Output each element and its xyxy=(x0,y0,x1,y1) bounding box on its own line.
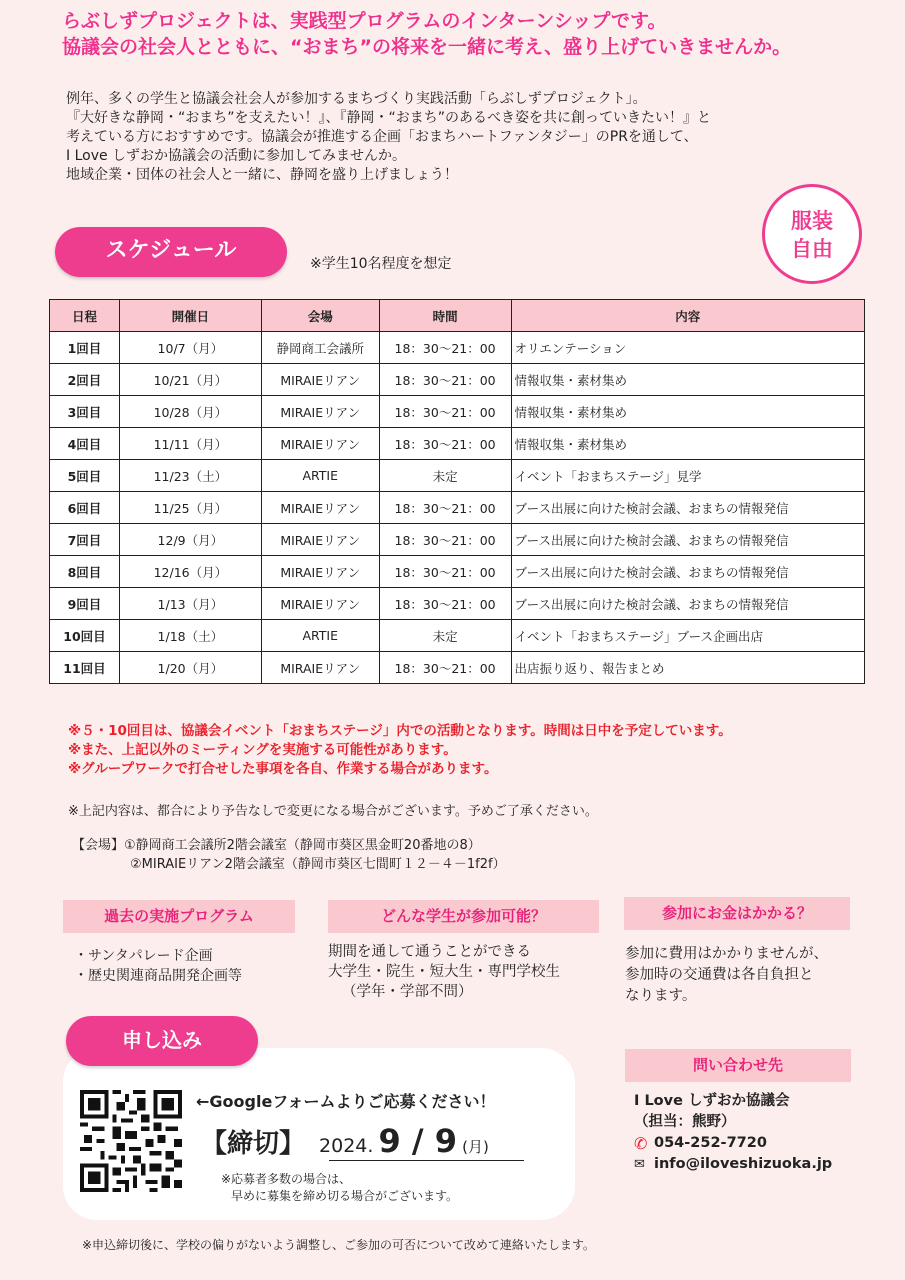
eligibility-heading: どんな学生が参加可能？ xyxy=(328,900,599,933)
cell-day: 10回目 xyxy=(50,620,120,652)
list-item: ・歴史関連商品開発企画等 xyxy=(74,968,242,984)
cell-date: 10/21（月） xyxy=(119,364,261,396)
eligibility-text xyxy=(328,942,560,1002)
table-row xyxy=(50,652,865,684)
contact-heading: 問い合わせ先 xyxy=(625,1049,851,1082)
cell-content: ブース出展に向けた検討会議、おまちの情報発信 xyxy=(511,556,865,588)
deadline-underline xyxy=(329,1160,524,1161)
cell-time: 18：30～21：00 xyxy=(379,332,511,364)
cell-day: 11回目 xyxy=(50,652,120,684)
intro-paragraph xyxy=(66,90,866,185)
footer-note: ※申込締切後に、学校の偏りがないよう調整し、ご参加の可否について改めて連絡いたします。 xyxy=(82,1238,595,1252)
table-header-row xyxy=(50,300,865,332)
cell-venue: ARTIE xyxy=(261,620,379,652)
mail-icon: ✉ xyxy=(634,1157,645,1172)
cell-date: 10/7（月） xyxy=(119,332,261,364)
cell-date: 11/25（月） xyxy=(119,492,261,524)
cost-text xyxy=(625,944,828,1007)
phone-icon: ✆ xyxy=(634,1134,648,1153)
table-row xyxy=(50,492,865,524)
cell-content: ブース出展に向けた検討会議、おまちの情報発信 xyxy=(511,524,865,556)
cell-content: ブース出展に向けた検討会議、おまちの情報発信 xyxy=(511,588,865,620)
email-address: info@iloveshizuoka.jp xyxy=(654,1156,833,1172)
contact-email[interactable] xyxy=(634,1154,832,1175)
cell-content: 情報収集・素材集め xyxy=(511,428,865,460)
cell-venue: MIRAIEリアン xyxy=(261,428,379,460)
contact-info xyxy=(634,1091,832,1175)
cell-content: ブース出展に向けた検討会議、おまちの情報発信 xyxy=(511,492,865,524)
intro-line: I Love しずおか協議会の活動に参加してみませんか。 xyxy=(66,148,407,164)
venue-info xyxy=(72,836,506,874)
schedule-title: スケジュール xyxy=(55,227,287,277)
past-programs-heading: 過去の実施プログラム xyxy=(63,900,295,933)
deadline-weekday: (月) xyxy=(462,1138,489,1156)
cell-venue: MIRAIEリアン xyxy=(261,492,379,524)
eligibility-line: （学年・学部不問） xyxy=(342,984,473,1000)
contact-person: （担当：熊野） xyxy=(634,1114,736,1130)
warning-line: ※グループワークで打合せした事項を各自、作業する場合があります。 xyxy=(68,761,498,777)
cell-day: 4回目 xyxy=(50,428,120,460)
cell-date: 11/11（月） xyxy=(119,428,261,460)
table-row xyxy=(50,428,865,460)
cell-venue: 静岡商工会議所 xyxy=(261,332,379,364)
venue-line-1: 【会場】①静岡商工会議所2階会議室（静岡市葵区黒金町20番地の8） xyxy=(72,838,481,853)
cell-date: 12/16（月） xyxy=(119,556,261,588)
headline xyxy=(62,8,892,60)
venue-line-2: ②MIRAIEリアン2階会議室（静岡市葵区七間町１２－４－1f2f） xyxy=(130,857,506,872)
cell-day: 8回目 xyxy=(50,556,120,588)
list-item: ・サンタパレード企画 xyxy=(74,948,213,964)
cell-day: 9回目 xyxy=(50,588,120,620)
cell-time: 18：30～21：00 xyxy=(379,492,511,524)
cell-date: 1/13（月） xyxy=(119,588,261,620)
intro-line: 地域企業・団体の社会人と一緒に、静岡を盛り上げましょう！ xyxy=(66,167,458,183)
cell-venue: MIRAIEリアン xyxy=(261,364,379,396)
past-programs-list xyxy=(74,946,242,986)
table-row xyxy=(50,460,865,492)
cell-venue: MIRAIEリアン xyxy=(261,556,379,588)
schedule-table xyxy=(49,299,865,684)
application-note-line: 早めに募集を締め切る場合がございます。 xyxy=(231,1189,459,1203)
cost-heading: 参加にお金はかかる？ xyxy=(624,897,850,930)
cell-date: 11/23（土） xyxy=(119,460,261,492)
cell-day: 3回目 xyxy=(50,396,120,428)
application-title: 申し込み xyxy=(66,1016,258,1066)
cell-content: 情報収集・素材集め xyxy=(511,364,865,396)
deadline-label: 【締切】 xyxy=(201,1129,306,1159)
intro-line: 例年、多くの学生と協議会社会人が参加するまちづくり実践活動「らぶしずプロジェクト」。 xyxy=(66,91,647,107)
header-content: 内容 xyxy=(511,300,865,332)
deadline xyxy=(201,1122,489,1160)
cost-line: なります。 xyxy=(625,988,697,1004)
cost-line: 参加時の交通費は各自負担と xyxy=(625,967,814,983)
warning-line: ※また、上記以外のミーティングを実施する可能性があります。 xyxy=(68,742,457,758)
table-row xyxy=(50,556,865,588)
cell-content: 情報収集・素材集め xyxy=(511,396,865,428)
cell-venue: ARTIE xyxy=(261,460,379,492)
schedule-note: ※学生10名程度を想定 xyxy=(310,256,452,272)
dress-code-badge xyxy=(762,184,862,284)
cell-time: 18：30～21：00 xyxy=(379,524,511,556)
warning-notes xyxy=(68,722,732,779)
cell-venue: MIRAIEリアン xyxy=(261,396,379,428)
eligibility-line: 大学生・院生・短大生・専門学校生 xyxy=(328,964,560,980)
intro-line: 考えている方におすすめです。協議会が推進する企画「おまちハートファンタジー」のPRを通して、 xyxy=(66,129,698,145)
cell-content: 出店振り返り、報告まとめ xyxy=(511,652,865,684)
cell-date: 12/9（月） xyxy=(119,524,261,556)
cell-content: イベント「おまちステージ」見学 xyxy=(511,460,865,492)
header-date: 開催日 xyxy=(119,300,261,332)
cell-date: 1/18（土） xyxy=(119,620,261,652)
header-time: 時間 xyxy=(379,300,511,332)
warning-line: ※５・10回目は、協議会イベント「おまちステージ」内での活動となります。時間は日中を予定しています。 xyxy=(68,723,732,739)
dress-code-line-2: 自由 xyxy=(791,237,833,261)
cell-day: 5回目 xyxy=(50,460,120,492)
application-note-line: ※応募者多数の場合は、 xyxy=(221,1172,352,1186)
table-row xyxy=(50,364,865,396)
change-notice: ※上記内容は、都合により予告なしで変更になる場合がございます。予めご了承ください。 xyxy=(68,804,598,819)
cell-content: オリエンテーション xyxy=(511,332,865,364)
cell-venue: MIRAIEリアン xyxy=(261,652,379,684)
intro-line: 『大好きな静岡・“おまち”を支えたい！』、『静岡・“おまち”のあるべき姿を共に創っていきたい！』と xyxy=(66,110,712,126)
cell-time: 18：30～21：00 xyxy=(379,556,511,588)
header-day: 日程 xyxy=(50,300,120,332)
cell-date: 1/20（月） xyxy=(119,652,261,684)
cost-line: 参加に費用はかかりませんが、 xyxy=(625,946,828,962)
application-note xyxy=(221,1171,458,1205)
contact-phone[interactable] xyxy=(634,1133,832,1154)
headline-line-2: 協議会の社会人とともに、“おまち”の将来を一緒に考え、盛り上げていきませんか。 xyxy=(62,36,792,58)
qr-code-icon[interactable] xyxy=(80,1090,182,1192)
eligibility-line: 期間を通して通うことができる xyxy=(328,944,531,960)
cell-day: 6回目 xyxy=(50,492,120,524)
headline-line-1: らぶしずプロジェクトは、実践型プログラムのインターンシップです。 xyxy=(62,10,667,32)
cell-content: イベント「おまちステージ」ブース企画出店 xyxy=(511,620,865,652)
cell-time: 18：30～21：00 xyxy=(379,396,511,428)
cell-time: 18：30～21：00 xyxy=(379,652,511,684)
cell-time: 未定 xyxy=(379,460,511,492)
cell-venue: MIRAIEリアン xyxy=(261,524,379,556)
deadline-year: 2024. xyxy=(319,1135,374,1157)
cell-time: 18：30～21：00 xyxy=(379,428,511,460)
cell-day: 2回目 xyxy=(50,364,120,396)
contact-org: I Love しずおか協議会 xyxy=(634,1093,790,1109)
header-venue: 会場 xyxy=(261,300,379,332)
cell-day: 7回目 xyxy=(50,524,120,556)
cell-date: 10/28（月） xyxy=(119,396,261,428)
phone-number: 054-252-7720 xyxy=(654,1135,767,1151)
cell-time: 18：30～21：00 xyxy=(379,364,511,396)
google-form-instruction: ←Googleフォームよりご応募ください！ xyxy=(196,1092,496,1111)
dress-code-line-1: 服装 xyxy=(791,209,833,233)
cell-time: 未定 xyxy=(379,620,511,652)
table-row xyxy=(50,620,865,652)
table-row xyxy=(50,332,865,364)
deadline-date: 9 / 9 xyxy=(378,1122,458,1160)
cell-day: 1回目 xyxy=(50,332,120,364)
table-row xyxy=(50,396,865,428)
cell-time: 18：30～21：00 xyxy=(379,588,511,620)
table-row xyxy=(50,588,865,620)
cell-venue: MIRAIEリアン xyxy=(261,588,379,620)
table-row xyxy=(50,524,865,556)
